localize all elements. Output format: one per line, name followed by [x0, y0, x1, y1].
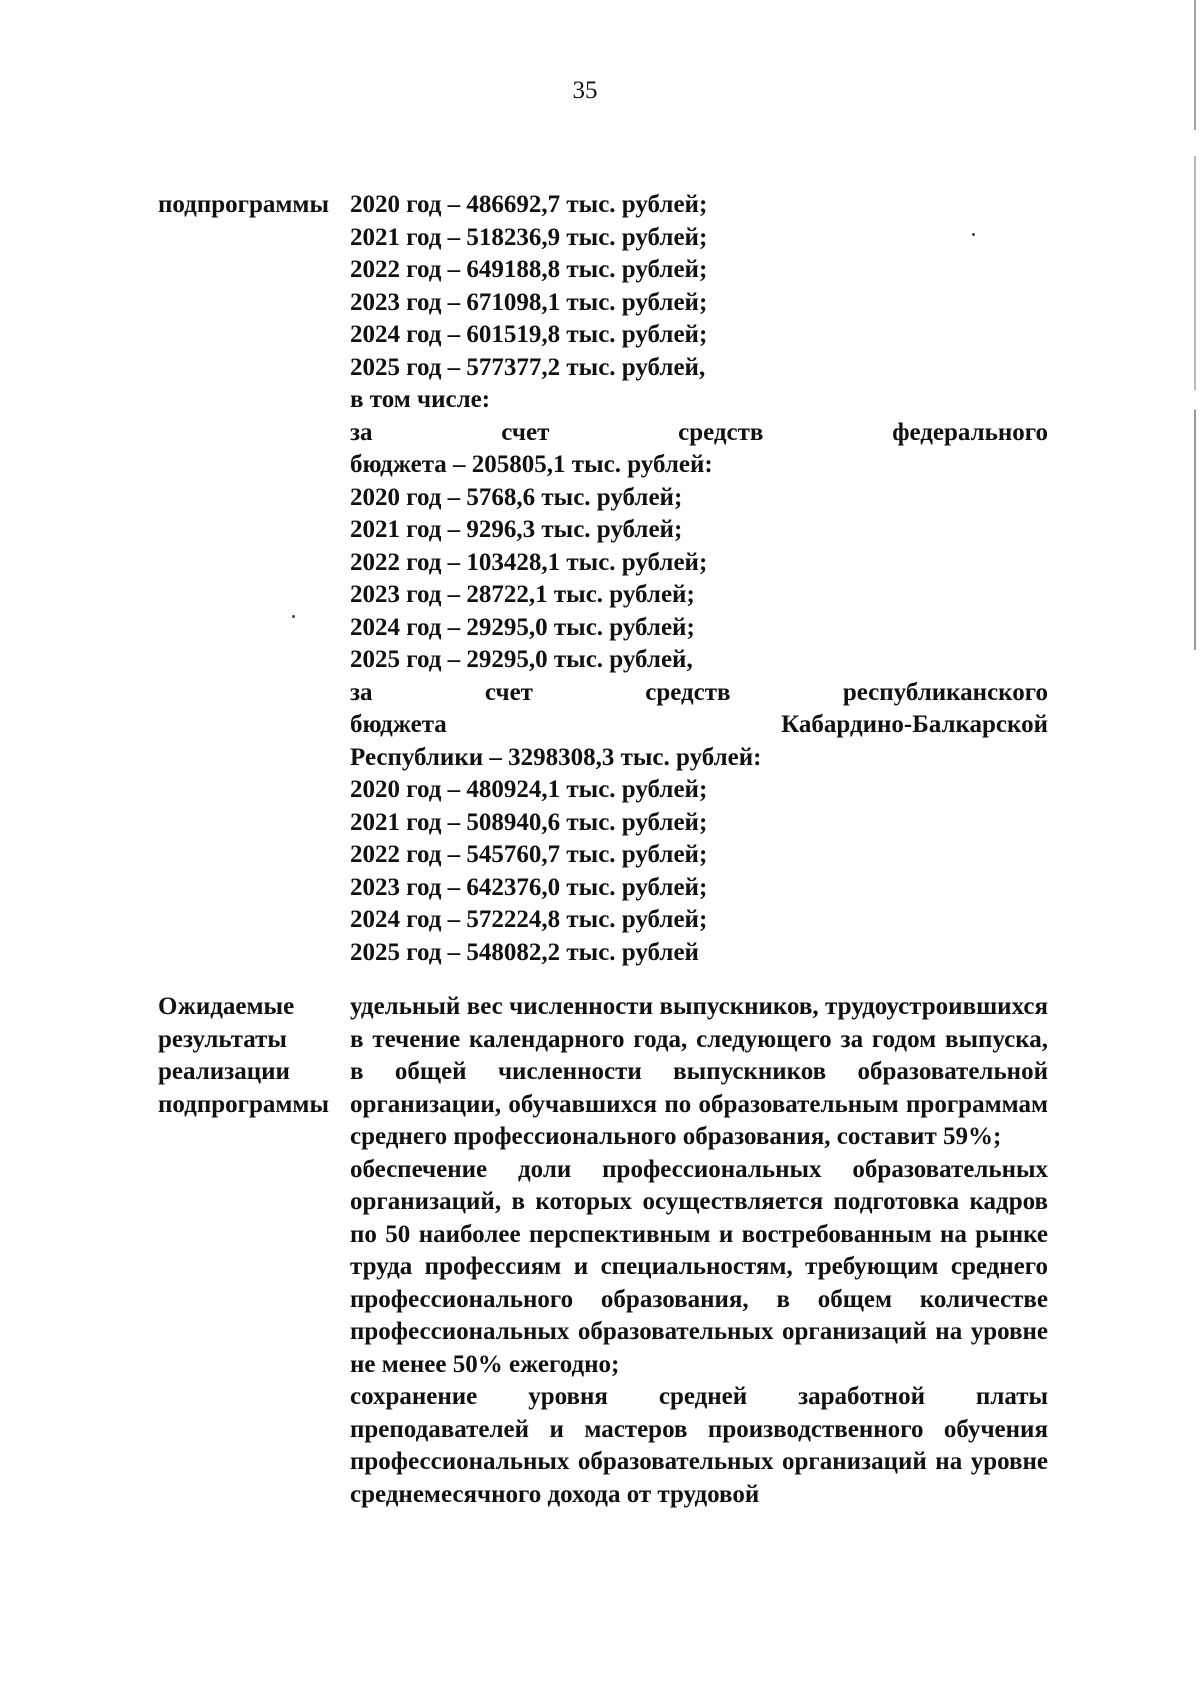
- funding-total-line: 2024 год – 601519,8 тыс. рублей;: [350, 321, 708, 348]
- federal-budget-line: 2020 год – 5768,6 тыс. рублей;: [350, 483, 683, 511]
- results-label-line: Ожидаемые: [158, 993, 295, 1020]
- scan-speck: [292, 615, 295, 618]
- funding-total-line: 2020 год – 486692,7 тыс. рублей;: [350, 191, 708, 218]
- republic-budget-line: 2021 год – 508940,6 тыс. рублей;: [350, 808, 708, 836]
- including-label: в том числе:: [350, 386, 491, 413]
- republic-budget-line: 2023 год – 642376,0 тыс. рублей;: [350, 873, 708, 901]
- republic-budget-line: 2024 год – 572224,8 тыс. рублей;: [350, 906, 708, 933]
- funding-total-line: 2021 год – 518236,9 тыс. рублей;: [350, 223, 708, 251]
- results-details: [350, 991, 1048, 1511]
- funding-total-line: 2025 год – 577377,2 тыс. рублей,: [350, 353, 706, 381]
- republic-budget-intro: за счет средств республиканского: [350, 678, 1048, 706]
- results-label-line: реализации: [158, 1058, 290, 1085]
- republic-budget-intro: бюджета Кабардино-Балкарской: [350, 711, 1048, 738]
- scan-edge-artifact: [1194, 0, 1196, 650]
- federal-budget-line: 2022 год – 103428,1 тыс. рублей;: [350, 548, 708, 576]
- result-paragraph: обеспечение доли профессиональных образовательных организаций, в которых осуществляется подготовка кадров по 50 наиболее перспективным и востребованным на рынке труда профессиям и специальностям, требующим среднего профессионального образования, в общем количестве профессиональных образовательных организаций на уровне не менее 50% ежегодно;: [350, 1155, 1048, 1378]
- results-label-line: результаты: [158, 1025, 287, 1053]
- federal-budget-line: 2021 год – 9296,3 тыс. рублей;: [350, 516, 683, 543]
- results-label-line: подпрограммы: [158, 1090, 329, 1118]
- page-number: 35: [572, 77, 598, 104]
- republic-budget-line: 2022 год – 545760,7 тыс. рублей;: [350, 841, 708, 868]
- federal-budget-line: 2024 год – 29295,0 тыс. рублей;: [350, 613, 695, 641]
- result-paragraph: сохранение уровня средней заработной платы преподавателей и мастеров производственного обучения профессиональных образовательных организаций на уровне среднемесячного дохода от трудовой: [350, 1383, 1048, 1508]
- republic-budget-total: Республики – 3298308,3 тыс. рублей:: [350, 743, 762, 771]
- result-paragraph: удельный вес численности выпускников, трудоустроившихся в течение календарного года, следующего за годом выпуска, в общей численности выпускников образовательной организации, обучавшихся по образовательным программам среднего профессионального образования, составит 59%;: [350, 993, 1048, 1150]
- funding-row-label: подпрограммы: [158, 191, 329, 218]
- results-row-label: [158, 991, 329, 1121]
- funding-total-line: 2022 год – 649188,8 тыс. рублей;: [350, 256, 708, 283]
- federal-budget-line: 2023 год – 28722,1 тыс. рублей;: [350, 581, 695, 608]
- federal-budget-total: бюджета – 205805,1 тыс. рублей:: [350, 451, 713, 478]
- republic-budget-line: 2020 год – 480924,1 тыс. рублей;: [350, 776, 708, 803]
- funding-total-line: 2023 год – 671098,1 тыс. рублей;: [350, 288, 708, 316]
- republic-budget-line: 2025 год – 548082,2 тыс. рублей: [350, 938, 699, 966]
- federal-budget-line: 2025 год – 29295,0 тыс. рублей,: [350, 646, 693, 673]
- federal-budget-intro: за счет средств федерального: [350, 418, 1048, 446]
- funding-details: [350, 189, 1048, 969]
